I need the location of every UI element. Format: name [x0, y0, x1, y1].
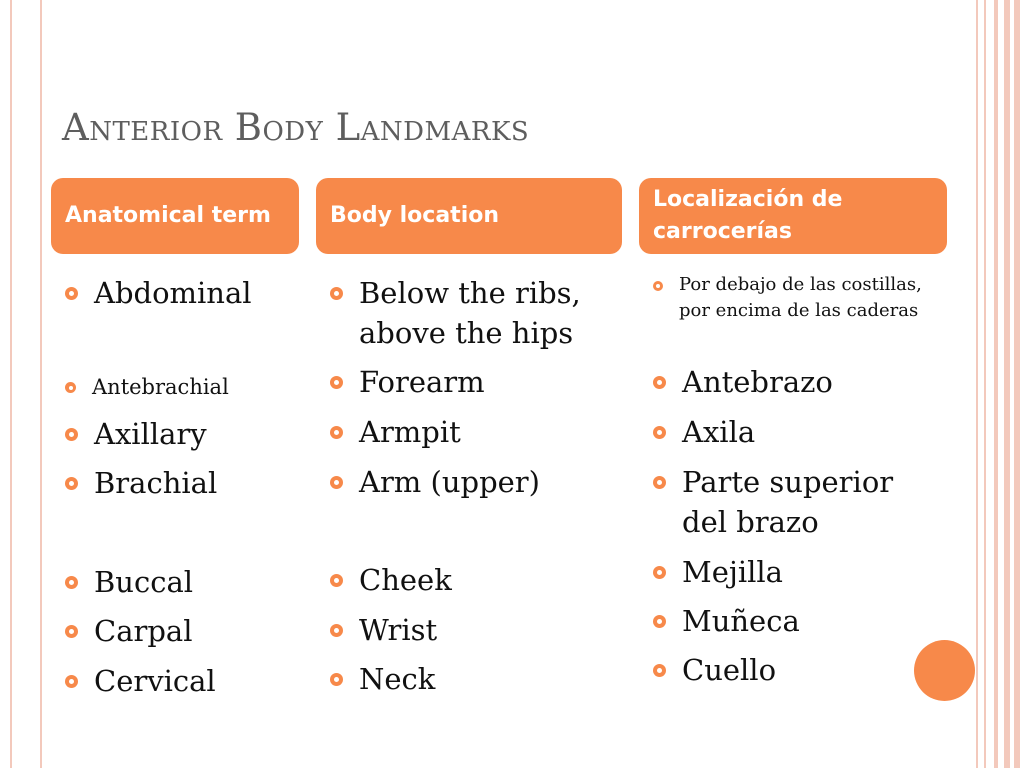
- decorative-circle: [914, 640, 975, 701]
- item-text: Mejilla: [682, 555, 783, 589]
- bullet-icon: [653, 664, 666, 677]
- bullet-icon: [330, 426, 343, 439]
- item-text: Brachial: [94, 466, 218, 500]
- item-text: Cervical: [94, 664, 216, 698]
- list-item: [330, 362, 610, 402]
- header-localizacion: [639, 178, 947, 254]
- bullet-icon: [330, 624, 343, 637]
- frame-left-line-1: [10, 0, 12, 768]
- header-anatomical-term: [51, 178, 299, 254]
- bullet-icon: [65, 675, 78, 688]
- list-item: [330, 610, 610, 650]
- item-text: Axila: [682, 415, 756, 449]
- list-item: [65, 562, 305, 602]
- list-item: [65, 463, 305, 503]
- list-item: [330, 560, 610, 600]
- item-text: Wrist: [359, 613, 438, 647]
- frame-left-line-2: [40, 0, 42, 768]
- bullet-icon: [653, 476, 666, 489]
- item-text: Carpal: [94, 614, 193, 648]
- bullet-icon: [65, 382, 76, 393]
- item-text: Abdominal: [94, 276, 252, 310]
- list-item: [65, 414, 305, 454]
- bullet-icon: [65, 428, 78, 441]
- list-item: [65, 273, 305, 313]
- list-item: [330, 273, 610, 353]
- bullet-icon: [65, 287, 78, 300]
- header-body-location: [316, 178, 622, 254]
- item-text: Cheek: [359, 563, 452, 597]
- item-text: Antebrachial: [92, 375, 229, 399]
- list-item: [653, 650, 903, 690]
- item-text: Parte superior del brazo: [682, 465, 894, 539]
- item-text: Muñeca: [682, 604, 800, 638]
- list-item: [65, 661, 305, 701]
- bullet-icon: [330, 287, 343, 300]
- bullet-icon: [653, 281, 663, 291]
- item-text: Antebrazo: [682, 365, 833, 399]
- list-item: [653, 601, 903, 641]
- bullet-icon: [65, 625, 78, 638]
- list-item: [330, 462, 610, 502]
- frame-right-stripes: [974, 0, 1024, 768]
- header-label: Anatomical term: [65, 203, 271, 228]
- bullet-icon: [65, 576, 78, 589]
- header-label: Body location: [330, 203, 500, 228]
- item-text: Armpit: [359, 415, 461, 449]
- list-item: [330, 412, 610, 452]
- item-text: Neck: [359, 662, 436, 696]
- item-text: Buccal: [94, 565, 194, 599]
- bullet-icon: [653, 615, 666, 628]
- list-item: [653, 412, 933, 452]
- item-text: Below the ribs, above the hips: [359, 276, 581, 350]
- list-item: [653, 362, 933, 402]
- bullet-icon: [653, 376, 666, 389]
- bullet-icon: [330, 476, 343, 489]
- item-text: Forearm: [359, 365, 485, 399]
- list-item: [65, 611, 305, 651]
- item-text: Axillary: [94, 417, 207, 451]
- bullet-icon: [65, 477, 78, 490]
- slide-title: Anterior Body Landmarks: [62, 106, 530, 149]
- item-text: Arm (upper): [359, 465, 540, 499]
- bullet-icon: [653, 566, 666, 579]
- list-item: [65, 372, 305, 402]
- list-item: [653, 552, 903, 592]
- item-text: Cuello: [682, 653, 777, 687]
- bullet-icon: [330, 673, 343, 686]
- list-item: [653, 272, 943, 324]
- bullet-icon: [330, 376, 343, 389]
- bullet-icon: [653, 426, 666, 439]
- header-label: Localización de carrocerías: [653, 187, 843, 244]
- item-text: Por debajo de las costillas, por encima de las caderas: [679, 274, 922, 321]
- bullet-icon: [330, 574, 343, 587]
- list-item: [330, 659, 610, 699]
- list-item: [653, 462, 933, 542]
